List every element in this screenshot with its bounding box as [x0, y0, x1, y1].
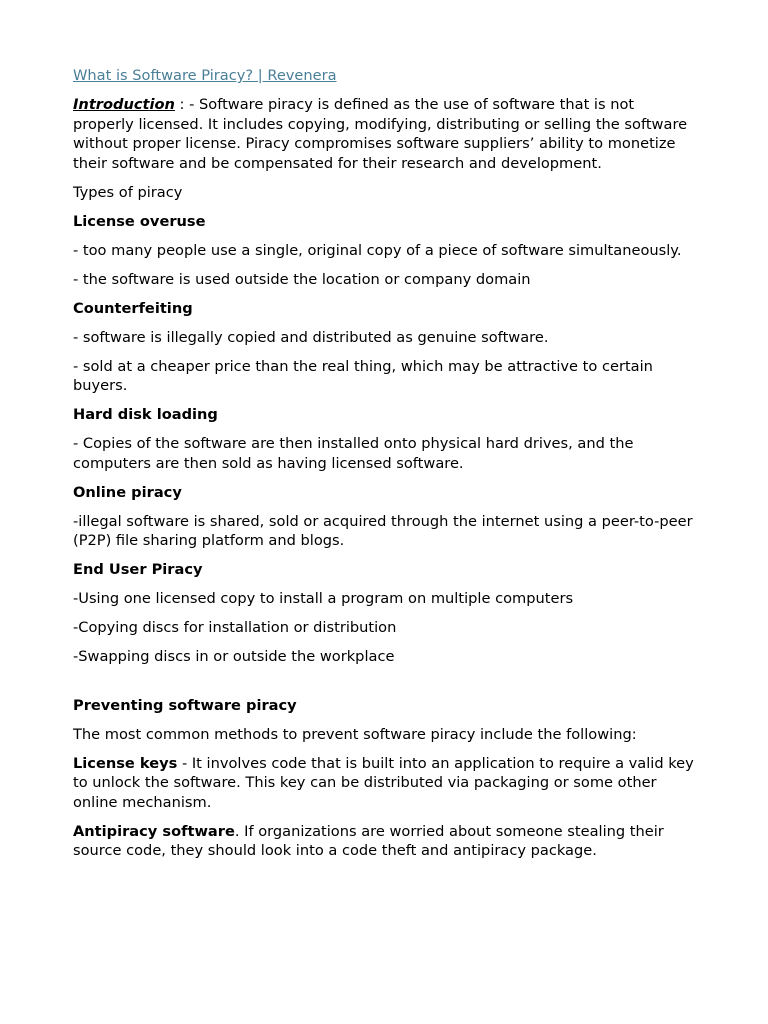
source-link[interactable]: What is Software Piracy? | Revenera — [73, 67, 337, 84]
prevention-method-antipiracy-software — [73, 822, 698, 861]
section-item: - the software is used outside the location or company domain — [73, 270, 531, 288]
section-item: - too many people use a single, original copy of a piece of software simultaneously. — [73, 241, 682, 259]
document-page — [73, 66, 698, 870]
method-name: Antipiracy software — [73, 822, 235, 840]
section-title-online-piracy: Online piracy — [73, 483, 182, 501]
section-item: -Using one licensed copy to install a program on multiple computers — [73, 590, 574, 607]
method-text: . If organizations are worried about someone stealing their source code, they should look into a code theft and antipiracy package. — [73, 822, 664, 859]
source-link-paragraph — [73, 66, 698, 86]
introduction-text: : - Software piracy is defined as the use of software that is not properly licensed. It includes copying, modifying, distributing or selling the software without proper license. Piracy compromises software suppliers’ ability to monetize their software and be compensated for their research and development. — [73, 96, 688, 172]
blank-line — [73, 676, 698, 696]
method-name: License keys — [73, 754, 178, 772]
section-title-counterfeiting: Counterfeiting — [73, 299, 193, 317]
section-item: -Swapping discs in or outside the workplace — [73, 648, 395, 665]
types-heading: Types of piracy — [73, 183, 183, 201]
section-item: - Copies of the software are then installed onto physical hard drives, and the computers are then sold as having licensed software. — [73, 435, 634, 472]
introduction-label: Introduction — [73, 96, 175, 113]
prevention-method-license-keys — [73, 754, 698, 813]
section-title-hard-disk-loading: Hard disk loading — [73, 406, 218, 423]
section-title-end-user-piracy: End User Piracy — [73, 561, 203, 578]
prevention-intro: The most common methods to prevent software piracy include the following: — [73, 725, 637, 743]
section-item: -Copying discs for installation or distribution — [73, 619, 397, 636]
section-item: -illegal software is shared, sold or acquired through the internet using a peer-to-peer (P2P) file sharing platform and blogs. — [73, 512, 693, 549]
introduction-paragraph — [73, 95, 698, 173]
section-item: - software is illegally copied and distributed as genuine software. — [73, 328, 549, 346]
section-item: - sold at a cheaper price than the real thing, which may be attractive to certain buyers. — [73, 357, 653, 394]
section-title-license-overuse: License overuse — [73, 212, 206, 230]
method-text: - It involves code that is built into an application to require a valid key to unlock the software. This key can be distributed via packaging or some other online mechanism. — [73, 754, 694, 811]
prevention-heading: Preventing software piracy — [73, 696, 297, 714]
